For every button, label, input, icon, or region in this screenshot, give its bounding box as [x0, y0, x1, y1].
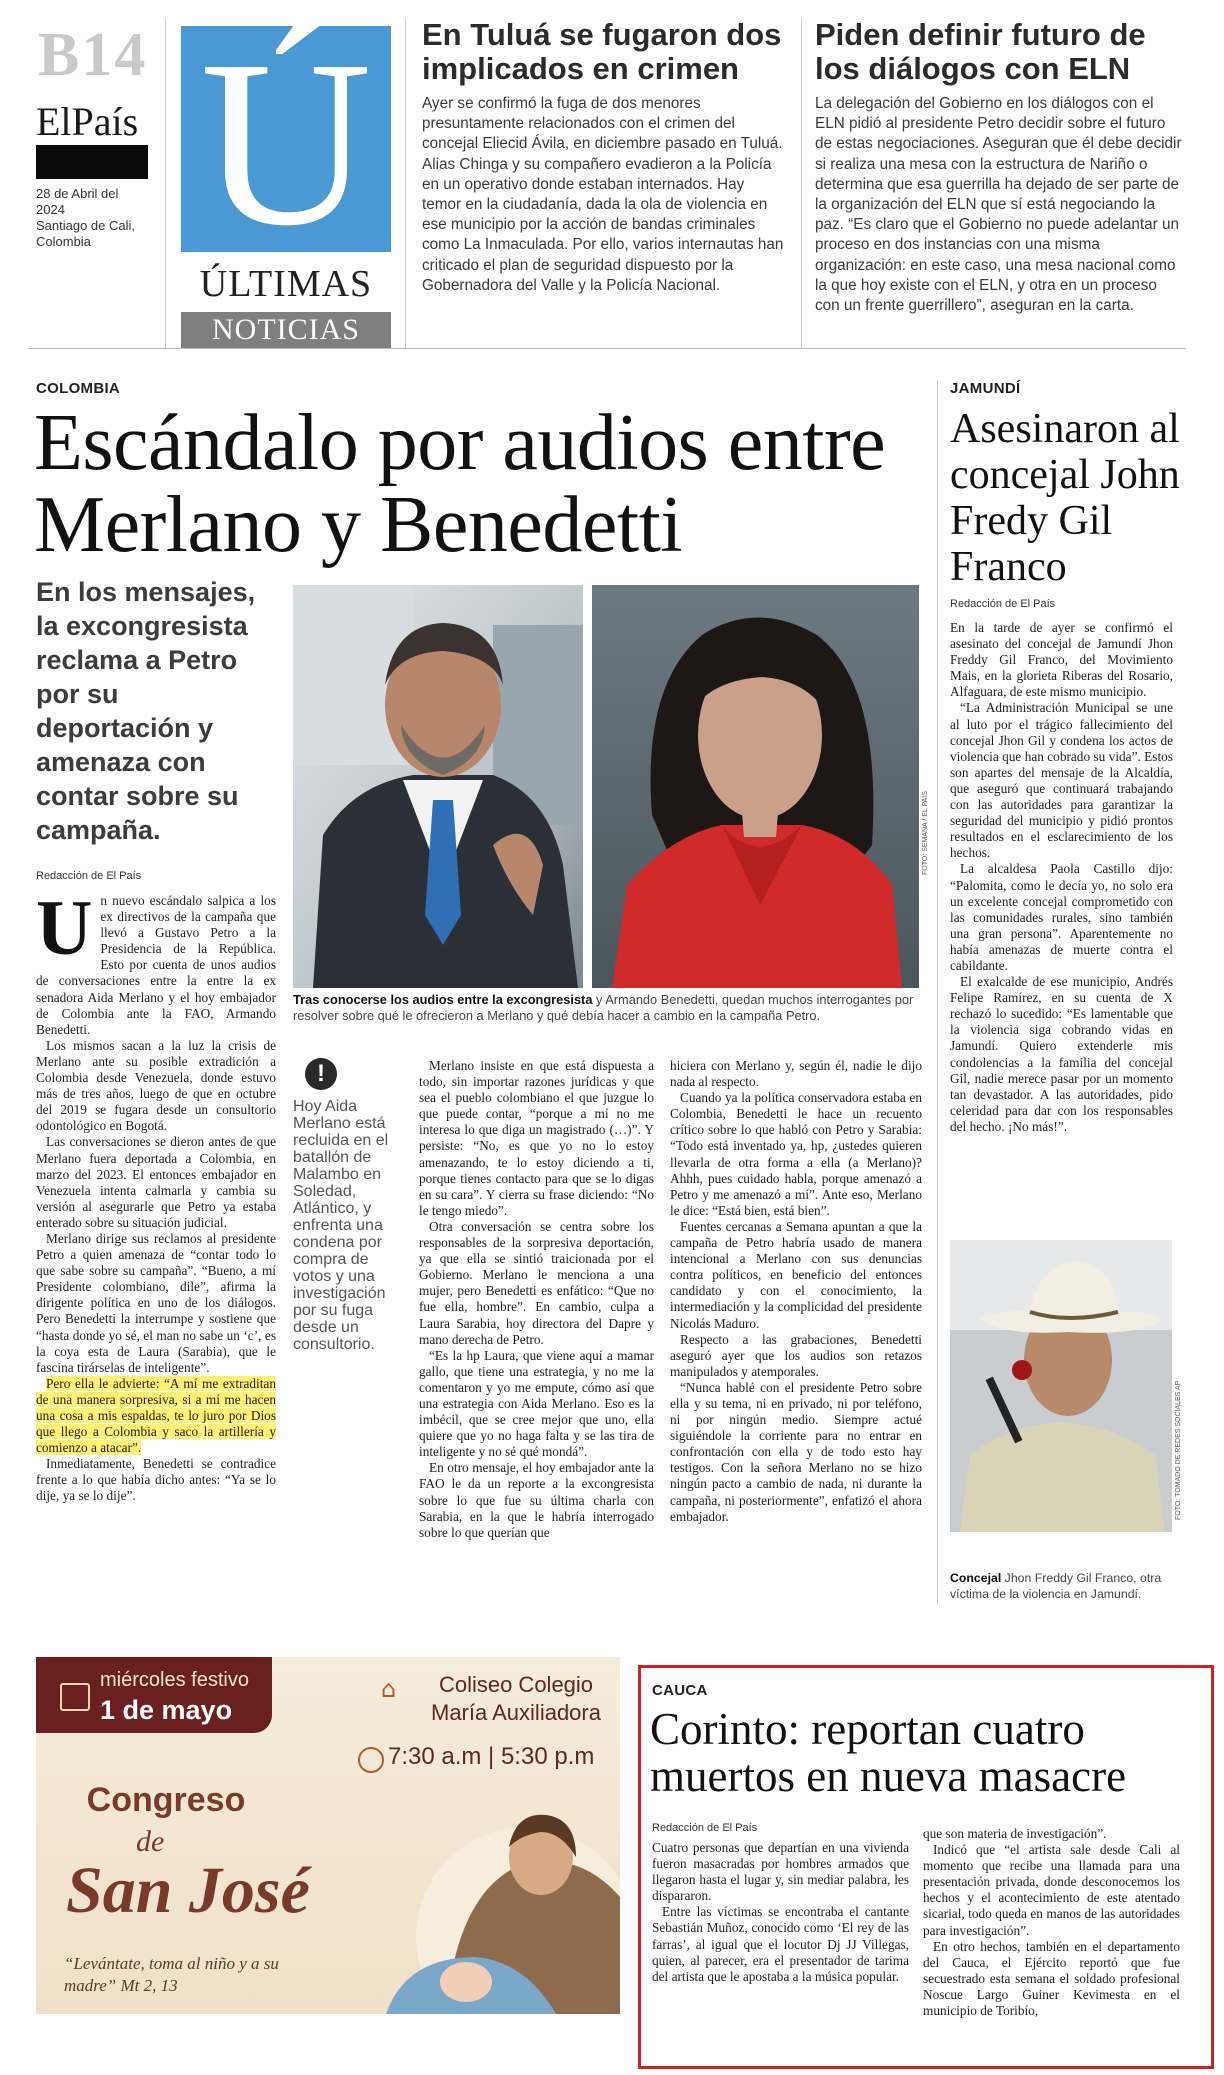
paragraph: que son materia de investigación”.	[923, 1826, 1107, 1841]
ad-quote: “Levántate, toma al niño y a su madre” Mt 2, 13	[64, 1954, 279, 1995]
photo-jhon-freddy-gil	[950, 1240, 1172, 1532]
ad-date-label: miércoles festivo	[100, 1669, 249, 1691]
calendar-icon	[60, 1683, 90, 1711]
ad-times: 7:30 a.m | 5:30 p.m	[388, 1743, 595, 1770]
photo-armando-benedetti	[293, 585, 583, 988]
article-column-4	[670, 1058, 922, 1525]
photo-caption	[950, 1570, 1173, 1602]
ad-venue: Coliseo Colegio María Auxiliadora	[431, 1672, 601, 1725]
ad-date: 1 de mayo	[100, 1695, 233, 1725]
article-column-1	[36, 884, 276, 1505]
ultimas-noticias-logo	[181, 12, 391, 348]
paragraph: “Es la hp Laura, que viene aquí a mamar gallo, que tiene una estrategia, y no me la comentaron y yo me empute, cómo así que una estrategia con Aida Merlano. Eso es la imbécil, que se cree mejor que uno, ella quiere que yo no haga falta y se las tira de inteligente y no sé qué mondá”.	[419, 1347, 654, 1460]
exclamation-icon: !	[305, 1058, 337, 1090]
paragraph: Entre las víctimas se encontraba el cantante Sebastián Muñoz, conocido como ‘El rey de las farras’, al igual que el locutor Dj JJ Villegas, quien, al parecer, era el presentador de tarima del artista que le apostaba a la música popular.	[652, 1904, 909, 1984]
byline: Redacción de El País	[950, 598, 1056, 610]
caption-text: y Armando Benedetti, quedan muchos interrogantes por resolver sobre qué le ofrecieron a Merlano y qué debía hacer a cambio en la campaña Petro.	[293, 992, 914, 1023]
paragraph: En la tarde de ayer se confirmó el asesinato del concejal de Jamundí Jhon Freddy Gil Franco, del Movimiento Mais, en la glorieta Riberas del Rosario, Alfaguara, de este mismo municipio.	[950, 620, 1173, 700]
paragraph: Inmediatamente, Benedetti se contradice frente a lo que había dicho antes: “Ya se lo dije, ya se lo dije”.	[36, 1456, 276, 1504]
paragraph: n nuevo escándalo salpica a los ex directivos de la campaña que llevó a Gustavo Petro a la Presidencia de la República. Esto por cuenta de unos audios de conversaciones entre la entre la ex senadora Aida Merlano y el hoy embajador de Colombia ante la FAO, Armando Benedetti.	[36, 893, 276, 1037]
caption-lead: Concejal	[950, 1571, 1002, 1585]
publication-date: 28 de Abril del 2024	[36, 186, 119, 217]
highlighted-quote: Pero ella le advierte: “A mí me extraditan de una manera sorpresiva, si a mí me hacen una cosa a mis espaldas, te lo juro por Dios que llego a Colombia y saco la artillería y comienzo a atacar”.	[36, 1375, 276, 1456]
paragraph: En otro mensaje, el hoy embajador ante la FAO le da un reporte a la excongresista sobre lo que fue su última charla con Sarabia, en la que le habría interrogado sobre lo que querían que	[419, 1460, 654, 1540]
paragraph: Merlano insiste en que está dispuesta a todo, sin importar razones jurídicas y que sea el pueblo colombiano el que juzgue lo que puede contar, “porque a mí no me interesa lo que diga un magistrado (…)”. Y persiste: “No, es que yo no lo estoy amenazando, te lo estoy diciendo a ti, porque tienes contacto para que se lo digas en su cara”. Y cierra su frase diciendo: “No le tengo miedo”.	[419, 1058, 654, 1218]
brief-eln	[815, 18, 1185, 316]
ad-date-box	[36, 1657, 272, 1733]
paragraph: “Nunca hablé con el presidente Petro sobre ella y su tema, ni en privado, ni por teléfono, ni por ningún medio. Siempre actué siguiéndole la corriente para no entrar en confrontación con ella y de todo esto hay testigos. Con la señora Merlano no se hizo ningún pacto a cambio de nada, ni durante la campaña, ni posteriormente”, enfatizó el ahora embajador.	[670, 1379, 922, 1524]
horizontal-rule	[28, 348, 1186, 349]
photo-illustration	[592, 585, 919, 988]
paragraph: Los mismos sacan a la luz la crisis de Merlano ante su posible extradición a Colombia desde Venezuela, donde estuvo más de tres años, luego de que en octubre del 2019 se fugara desde un consultorio odontológico en Bogotá.	[36, 1037, 276, 1134]
column-divider	[801, 18, 802, 348]
publication-place: Santiago de Cali, Colombia	[36, 218, 136, 249]
side-headline: Asesinaron al concejal John Fredy Gil Franco	[950, 406, 1180, 590]
brief-title: Piden definir futuro de los diálogos con ELN	[815, 17, 1146, 86]
fact-box	[293, 1058, 389, 1353]
ad-title-line3: San José	[66, 1854, 310, 1927]
brief-tulua	[422, 18, 787, 296]
cauca-column-1	[652, 1840, 909, 1985]
drop-cap: U	[36, 884, 93, 971]
ad-title-line2: de	[136, 1825, 165, 1858]
column-divider	[165, 18, 166, 348]
page-number: B14	[38, 21, 148, 89]
caption-text: Jhon Freddy Gil Franco, otra víctima de la violencia en Jamundí.	[950, 1571, 1162, 1601]
paragraph: Indicó que “el artista sale desde Cali al momento que recibe una llamada para una presentación privada, donde desconocemos los hechos y el acontecimiento de este atentado sicarial, todo queda en manos de las autoridades para investigación”.	[923, 1842, 1180, 1938]
photo-credit: FOTO: TOMADO DE REDES SOCIALES AP	[1175, 1380, 1182, 1520]
column-divider	[937, 380, 938, 1605]
section-kicker: CAUCA	[652, 1682, 708, 1699]
paragraph: Cuando ya la política conservadora estaba en Colombia, Benedetti le hace un recuento crítico sobre lo que habló con Petro y Sarabia: “Todo está inventado ya, hp, ¿ustedes quieren llevarla de otra forma a ella (a Merlano)? Ahhh, pues cuidado habla, porque amenazó a Petro y me amenazó a mí”. Ante eso, Merlano le dice: “Está bien, está bien”.	[670, 1090, 922, 1218]
paragraph: El exalcalde de ese municipio, Andrés Felipe Ramírez, en su cuenta de X rechazó lo sucedido: “Es lamentable que la violencia siga cobrando vidas en Jamundí. Quiero extenderle mis condolencias a la familia del concejal Gil, nadie merece pasar por un momento tan devastador. A las autoridades, pido celeridad para dar con los responsables del hecho. ¡No más!”.	[950, 974, 1173, 1134]
photo-credit: FOTO: SEMANA / EL PAÍS	[922, 791, 929, 875]
publication-info	[36, 186, 146, 250]
headline: Escándalo por audios entre Merlano y Benedetti	[34, 399, 886, 569]
paragraph: Respecto a las grabaciones, Benedetti aseguró ayer que los audios son retazos manipulados y atemporales.	[670, 1331, 922, 1379]
photo-caption	[293, 992, 923, 1024]
column-divider	[405, 18, 406, 348]
subheadline: En los mensajes, la excongresista reclama a Petro por su deportación y amenaza con contar sobre su campaña.	[36, 577, 256, 845]
clock-icon	[358, 1747, 384, 1773]
cauca-column-2	[923, 1826, 1180, 2019]
byline: Redacción de El País	[36, 870, 142, 882]
photo-illustration	[950, 1240, 1172, 1532]
fact-box-text: Hoy Aida Merlano está recluida en el batallón de Malambo en Soledad, Atlántico, y enfrenta una condena por compra de votos y una investigación por su fuga desde un consultorio.	[293, 1098, 389, 1353]
paragraph: Otra conversación se centra sobre los responsables de la sorpresiva deportación, ya que ella se sintió traicionada por el Gobierno. Merlano le menciona a una mujer, pero Benedetti es enfático: “Que no fue ella, hombre”. En cambio, culpa a Laura Sarabia, hoy directora del Dapre y mano derecha de Petro.	[419, 1218, 654, 1347]
ad-illustration	[326, 1777, 620, 2014]
article-column-3	[419, 1058, 654, 1541]
paragraph: Merlano dirige sus reclamos al presidente Petro a quien amenaza de “contar todo lo que sabe sobre su campaña”. “Bueno, a mí Presidente colombiano, dile”, afirma la dirigente política en uno de los diálogos. Pero Benedetti la interrumpe y sostiene que “hasta donde yo sé, el man no sabe un ‘c’, es la coya esta de Laura (Sarabia), que le fascina tirárselas de inteligente”.	[36, 1230, 276, 1375]
paragraph: hiciera con Merlano y, según él, nadie le dijo nada al respecto.	[670, 1058, 922, 1090]
brief-body: La delegación del Gobierno en los diálogos con el ELN pidió al presidente Petro decidir sobre el futuro de estas negociaciones. Aseguran que él debe decidir si realiza una mesa con la estructura de Nariño o determina que esa guerrilla ha dejado de ser parte de la organización del ELN que sí está negociando la paz. “Es claro que el Gobierno no puede adelantar un proceso en dos instancias con una misma organización: en este caso, una mesa nacional como la que hoy existe con el ELN, y otra en un proceso con un frente guerrillero”, aseguran en la carta.	[815, 95, 1182, 315]
paragraph: Las conversaciones se dieron antes de que Merlano fuera deportada a Colombia, en marzo del 2023. El entonces embajador en Venezuela intenta calmarla y cambia su versión al asegurarle que Petro ya estaba enterado sobre su situación judicial.	[36, 1134, 276, 1230]
logo-letter: Ú	[200, 12, 372, 275]
side-article-body	[950, 620, 1173, 1135]
caption-lead: Tras conocerse los audios entre la excongresista	[293, 992, 593, 1007]
paragraph: Fuentes cercanas a Semana apuntan a que la campaña de Petro habría usado de manera intencional a Merlano con sus denuncias contra políticos, en beneficio del entonces candidato y con el conocimiento, la intermediación y la complicidad del presidente Nicolás Maduro.	[670, 1218, 922, 1331]
paragraph: En otro hechos, también en el departamento del Cauca, el Ejército reportó que fue secuestrado esta semana el soldado profesional Noscue Largo Guiner Kevimesta en el municipio de Toribío,	[923, 1938, 1180, 2019]
logo-word-noticias: NOTICIAS	[181, 312, 391, 348]
paragraph: “La Administración Municipal se une al luto por el trágico fallecimiento del concejal Jhon Gil y condena los actos de violencia que han cobrado su vida”. Estos son apartes del mensaje de la Alcaldía, que aseguró que continuará trabajando con las autoridades para garantizar la seguridad del municipio y pidió prontos resultados en el esclarecimiento de los hechos.	[950, 700, 1173, 861]
photo-aida-merlano	[592, 585, 919, 988]
ad-title-line1: Congreso	[86, 1781, 246, 1819]
location-icon: ⌂	[381, 1675, 397, 1703]
paragraph: La alcaldesa Paola Castillo dijo: “Palomita, como le decía yo, no solo era un excelente concejal comprometido con las comunidades rurales, sino también una gran persona”. Aparentemente no había amenazas de muerte contra el cabildante.	[950, 861, 1173, 973]
logo-word-ultimas: ÚLTIMAS	[199, 263, 373, 305]
section-kicker: COLOMBIA	[36, 380, 121, 397]
byline: Redacción de El País	[652, 1822, 758, 1834]
photo-illustration	[293, 585, 583, 988]
brief-body: Ayer se confirmó la fuga de dos menores presuntamente relacionados con el crimen del concejal Eliecid Ávila, en diciembre pasado en Tuluá. Alias Chinga y su compañero evadieron a la Policía en un operativo donde estaban internados. Hay temor en la ciudadanía, dada la ola de violencia en ese municipio por la acción de bandas criminales como La Inmaculada. Por ello, varios internautas han criticado el plan de seguridad dispuesto por la Gobernadora del Valle y la Policía Nacional.	[422, 95, 784, 294]
paper-name: ElPaís	[36, 99, 139, 144]
paragraph: Cuatro personas que departían en una vivienda fueron masacradas por hombres armados que llegaron hasta el lugar y, sin mediar palabra, les dispararon.	[652, 1840, 909, 1904]
cauca-headline: Corinto: reportan cuatro muertos en nueva masacre	[650, 1704, 1127, 1801]
redaction-bar	[36, 145, 148, 179]
advertisement-congreso-san-jose	[36, 1657, 620, 2014]
brief-title: En Tuluá se fugaron dos implicados en crimen	[422, 17, 782, 86]
section-kicker: JAMUNDÍ	[950, 380, 1021, 397]
